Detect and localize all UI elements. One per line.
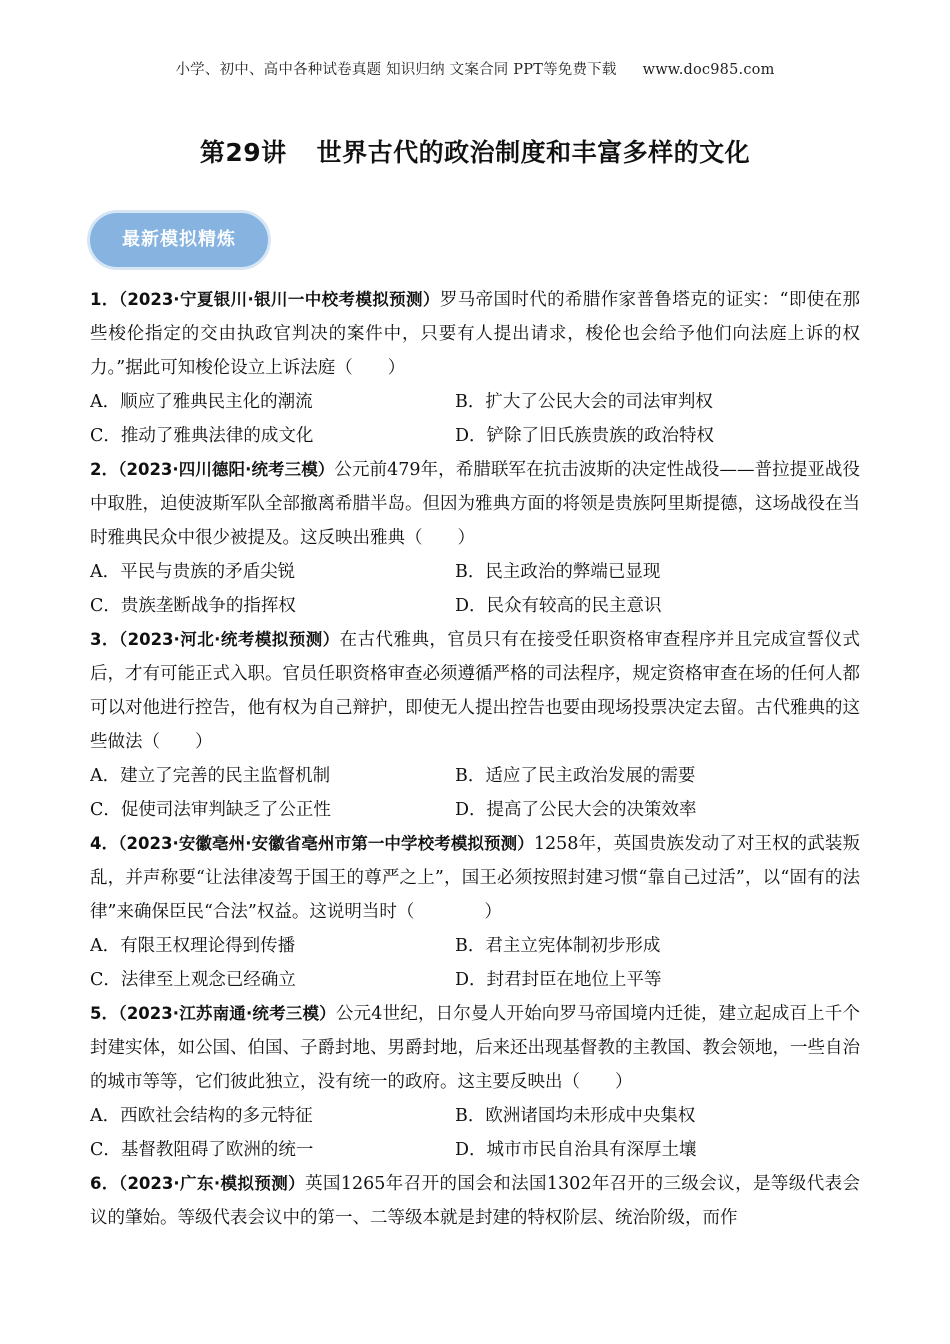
question-text: 英国1265年召开的国会和法国1302年召开的三级会议，是等级代表会议的肇始。等级代表会议中的第一、二等级本就是封建的特权阶层、统治阶级，而作 bbox=[90, 1174, 860, 1228]
option-d: D．提高了公民大会的决策效率 bbox=[455, 800, 697, 820]
option-list bbox=[90, 385, 860, 453]
question-text: 公元前479年，希腊联军在抗击波斯的决定性战役——普拉提亚战役中取胜，迫使波斯军队全部撤离希腊半岛。但因为雅典方面的将领是贵族阿里斯提德，这场战役在当时雅典民众中很少被提及。这反映出雅典（ ） bbox=[90, 460, 860, 548]
question-list bbox=[90, 283, 860, 1235]
option-d: D．封君封臣在地位上平等 bbox=[455, 970, 662, 990]
option-a: A．顺应了雅典民主化的潮流 bbox=[90, 392, 313, 412]
question-stem bbox=[90, 997, 860, 1099]
question-source: （2023·广东·模拟预测） bbox=[118, 1174, 306, 1193]
question-stem bbox=[90, 827, 860, 929]
option-c: C．基督教阻碍了欧洲的统一 bbox=[90, 1140, 314, 1160]
option-list bbox=[90, 1099, 860, 1167]
question-stem bbox=[90, 1167, 860, 1235]
option-a: A．西欧社会结构的多元特征 bbox=[90, 1106, 313, 1126]
question-number: 3． bbox=[90, 630, 119, 649]
question-stem bbox=[90, 283, 860, 385]
question-text: 在古代雅典，官员只有在接受任职资格审查程序并且完成宣誓仪式后，才有可能正式入职。官员任职资格审查必须遵循严格的司法程序，规定资格审查在场的任何人都可以对他进行控告，他有权为自己辩护，即使无人提出控告也要由现场投票决定去留。古代雅典的这些做法（ ） bbox=[90, 630, 861, 752]
question-source: （2023·宁夏银川·银川一中校考模拟预测） bbox=[118, 290, 440, 309]
option-c: C．推动了雅典法律的成文化 bbox=[90, 426, 314, 446]
question-number: 1． bbox=[90, 290, 119, 309]
option-b: B．适应了民主政治发展的需要 bbox=[455, 766, 696, 786]
question-2 bbox=[90, 453, 860, 623]
question-number: 4． bbox=[90, 834, 119, 853]
question-text: 1258年，英国贵族发动了对王权的武装叛乱，并声称要“让法律凌驾于国王的尊严之上”，国王必须按照封建习惯“靠自己过活”，以“固有的法律”来确保臣民“合法”权益。这说明当时（ ） bbox=[90, 834, 860, 922]
question-6 bbox=[90, 1167, 860, 1235]
option-c: C．法律至上观念已经确立 bbox=[90, 970, 296, 990]
option-c: C．贵族垄断战争的指挥权 bbox=[90, 596, 296, 616]
option-list bbox=[90, 555, 860, 623]
option-b: B．欧洲诸国均未形成中央集权 bbox=[455, 1106, 696, 1126]
question-source: （2023·江苏南通·统考三模） bbox=[118, 1004, 336, 1023]
question-4 bbox=[90, 827, 860, 997]
question-number: 2． bbox=[90, 460, 119, 479]
question-stem bbox=[90, 623, 860, 759]
option-b: B．民主政治的弊端已显现 bbox=[455, 562, 661, 582]
title-lecture: 第29讲 bbox=[199, 138, 287, 167]
question-text: 公元4世纪，日尔曼人开始向罗马帝国境内迁徙，建立起成百上千个封建实体，如公国、伯国、子爵封地、男爵封地，后来还出现基督教的主教国、教会领地，一些自治的城市等等，它们彼此独立，没有统一的政府。这主要反映出（ ） bbox=[90, 1004, 861, 1092]
option-b: B．君主立宪体制初步形成 bbox=[455, 936, 661, 956]
question-stem bbox=[90, 453, 860, 555]
section-badge: 最新模拟精炼 bbox=[90, 213, 268, 267]
page-header bbox=[0, 58, 950, 79]
option-list bbox=[90, 929, 860, 997]
header-site-link[interactable]: www.doc985.com bbox=[642, 62, 775, 78]
question-source: （2023·河北·统考模拟预测） bbox=[118, 630, 340, 649]
option-c: C．促使司法审判缺乏了公正性 bbox=[90, 800, 331, 820]
option-d: D．民众有较高的民主意识 bbox=[455, 596, 662, 616]
option-d: D．铲除了旧氏族贵族的政治特权 bbox=[455, 426, 715, 446]
question-number: 6． bbox=[90, 1174, 119, 1193]
question-3 bbox=[90, 623, 860, 827]
option-a: A．建立了完善的民主监督机制 bbox=[90, 766, 331, 786]
title-topic: 世界古代的政治制度和丰富多样的文化 bbox=[316, 138, 751, 167]
page-title bbox=[0, 133, 950, 169]
question-source: （2023·四川德阳·统考三模） bbox=[118, 460, 335, 479]
question-1 bbox=[90, 283, 860, 453]
header-text: 小学、初中、高中各种试卷真题 知识归纳 文案合同 PPT等免费下载 bbox=[175, 62, 617, 78]
option-a: A．平民与贵族的矛盾尖锐 bbox=[90, 562, 296, 582]
question-5 bbox=[90, 997, 860, 1167]
question-number: 5． bbox=[90, 1004, 119, 1023]
question-text: 罗马帝国时代的希腊作家普鲁塔克的证实：“即使在那些梭伦指定的交由执政官判决的案件中，只要有人提出请求，梭伦也会给予他们向法庭上诉的权力。”据此可知梭伦设立上诉法庭（ ） bbox=[90, 290, 860, 378]
option-d: D．城市市民自治具有深厚土壤 bbox=[455, 1140, 697, 1160]
option-a: A．有限王权理论得到传播 bbox=[90, 936, 296, 956]
option-b: B．扩大了公民大会的司法审判权 bbox=[455, 392, 713, 412]
question-source: （2023·安徽亳州·安徽省亳州市第一中学校考模拟预测） bbox=[118, 834, 534, 853]
option-list bbox=[90, 759, 860, 827]
